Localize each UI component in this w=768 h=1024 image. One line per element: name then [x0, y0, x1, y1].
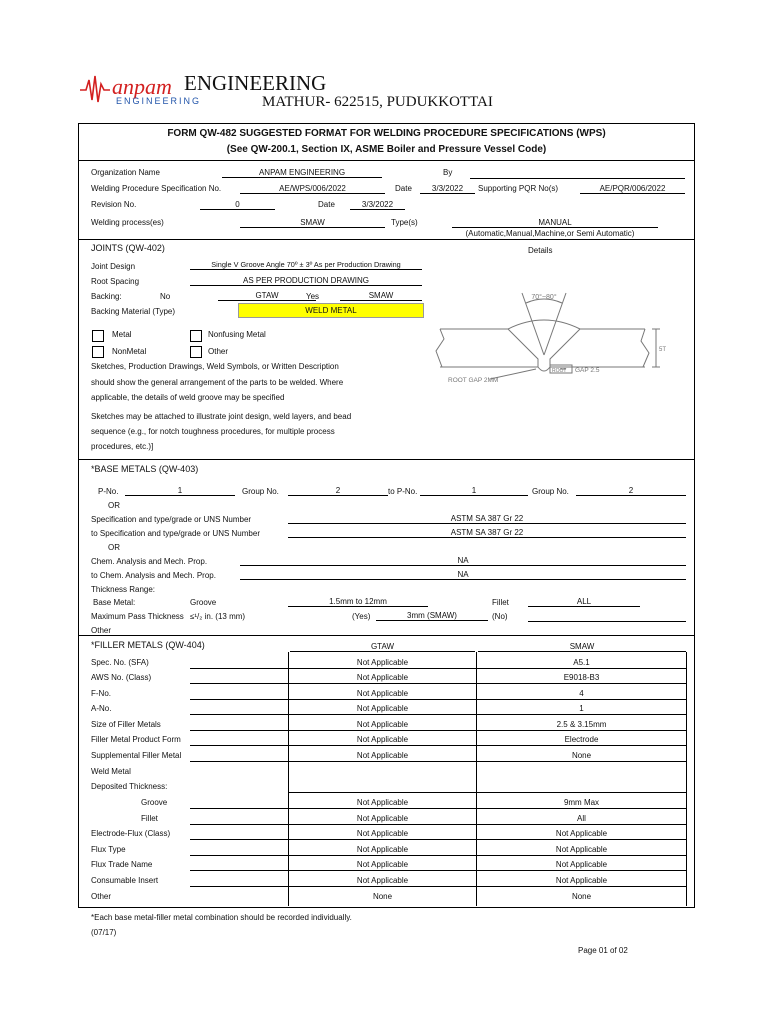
joints-heading: JOINTS (QW-402) — [91, 243, 165, 253]
pno-value[interactable]: 1 — [125, 486, 235, 496]
org-label: Organization Name — [91, 168, 160, 177]
max-pass-spec: ≤¹/₂ in. (13 mm) — [190, 612, 246, 621]
filler-row-smaw[interactable]: 9mm Max — [563, 798, 600, 807]
filler-row-gtaw[interactable]: Not Applicable — [356, 735, 409, 744]
company-address: MATHUR- 622515, PUDUKKOTTAI — [262, 94, 493, 110]
general-divider — [79, 239, 694, 240]
details-label: Details — [528, 246, 553, 255]
gtaw-column-header: GTAW — [290, 642, 475, 652]
joint-design-label: Joint Design — [91, 262, 136, 271]
filler-row-label: Consumable Insert — [91, 876, 159, 885]
base-metals-heading: *BASE METALS (QW-403) — [91, 464, 199, 474]
to-spec-value[interactable]: ASTM SA 387 Gr 22 — [288, 528, 686, 538]
row-line — [190, 761, 686, 762]
pno-label: P-No. — [98, 487, 119, 496]
filler-row-gtaw[interactable]: Not Applicable — [356, 798, 409, 807]
process-label: Welding process(es) — [91, 218, 164, 227]
yes-value[interactable]: 3mm (SMAW) — [376, 611, 488, 621]
chem-value[interactable]: NA — [240, 556, 686, 566]
row-line — [190, 745, 686, 746]
row-line — [190, 683, 686, 684]
smaw-column-header: SMAW — [478, 642, 686, 652]
filler-row-smaw[interactable]: A5.1 — [573, 658, 590, 667]
joint-design-value[interactable]: Single V Groove Angle 70º ± 3º As per Production Drawing — [190, 260, 422, 270]
filler-row-smaw[interactable]: Not Applicable — [555, 845, 608, 854]
logo-sub-text: ENGINEERING — [116, 96, 202, 106]
backing-smaw[interactable]: SMAW — [340, 291, 422, 301]
to-chem-label: to Chem. Analysis and Mech. Prop. — [91, 571, 216, 580]
filler-grid-line — [686, 652, 687, 906]
rev-value[interactable]: 0 — [200, 200, 275, 210]
no-value[interactable] — [528, 611, 686, 622]
rev-date-value[interactable]: 3/3/2022 — [350, 200, 405, 210]
filler-row-gtaw[interactable]: Not Applicable — [356, 704, 409, 713]
filler-row-smaw[interactable]: Not Applicable — [555, 829, 608, 838]
nonfusing-label: Nonfusing Metal — [208, 330, 266, 339]
filler-row-gtaw[interactable]: Not Applicable — [356, 876, 409, 885]
groove-value[interactable]: 1.5mm to 12mm — [288, 597, 428, 607]
filler-row-smaw[interactable]: 4 — [579, 689, 584, 698]
row-line — [190, 839, 686, 840]
sketch-note1-line2: should show the general arrangement of the parts to be welded. Where — [91, 378, 344, 387]
backing-yes-label: Yes — [306, 292, 320, 301]
sketch-note1-line3: applicable, the details of weld groove may be specified — [91, 393, 285, 402]
logo-brand-text: anpam — [112, 74, 172, 99]
filler-row-label: Flux Trade Name — [91, 860, 153, 869]
filler-row-gtaw[interactable]: Not Applicable — [356, 829, 409, 838]
filler-row-label: Supplemental Filler Metal — [91, 751, 182, 760]
filler-row-gtaw[interactable]: Not Applicable — [356, 845, 409, 854]
or-2: OR — [108, 543, 120, 552]
backing-label: Backing: — [91, 292, 122, 301]
date-label: Date — [395, 184, 412, 193]
yes-label: (Yes) — [352, 612, 371, 621]
filler-row-smaw[interactable]: Not Applicable — [555, 876, 608, 885]
filler-row-label: A-No. — [91, 704, 112, 713]
row-line — [190, 870, 686, 871]
or-1: OR — [108, 501, 120, 510]
fillet-value[interactable]: ALL — [528, 597, 640, 607]
filler-row-gtaw[interactable]: Not Applicable — [356, 860, 409, 869]
thickness-range-label: Thickness Range: — [91, 585, 156, 594]
filler-row-label: Size of Filler Metals — [91, 720, 161, 729]
org-value[interactable]: ANPAM ENGINEERING — [222, 168, 382, 178]
filler-row-label: Groove — [141, 798, 168, 807]
row-line — [190, 668, 686, 669]
form-title: FORM QW-482 SUGGESTED FORMAT FOR WELDING PROCEDURE SPECIFICATIONS (WPS) — [167, 128, 606, 139]
company-name: ENGINEERING — [184, 71, 327, 95]
nonfusing-checkbox[interactable] — [190, 330, 202, 342]
other-checkbox[interactable] — [190, 346, 202, 358]
row-line — [190, 699, 686, 700]
metal-checkbox[interactable] — [92, 330, 104, 342]
root-spacing-label: Root Spacing — [91, 277, 140, 286]
row-line — [288, 792, 686, 793]
to-pno-label: to P-No. — [388, 487, 418, 496]
no-label: (No) — [492, 612, 508, 621]
diagram-angle-label: 70°~80° — [531, 294, 557, 301]
other-label: Other — [208, 347, 229, 356]
fillet-label: Fillet — [492, 598, 509, 607]
process-value[interactable]: SMAW — [240, 218, 385, 228]
page-number: Page 01 of 02 — [578, 946, 628, 955]
row-line — [190, 808, 686, 809]
date-value[interactable]: 3/3/2022 — [420, 184, 475, 194]
filler-row-smaw[interactable]: None — [571, 751, 592, 760]
to-chem-value[interactable]: NA — [240, 570, 686, 580]
type-note: (Automatic,Manual,Machine,or Semi Automatic) — [465, 229, 635, 238]
filler-row-smaw[interactable]: None — [571, 892, 592, 901]
rev-date-label: Date — [318, 200, 335, 209]
max-pass-label: Maximum Pass Thickness — [91, 612, 184, 621]
filler-row-gtaw[interactable]: Not Applicable — [356, 673, 409, 682]
filler-row-gtaw[interactable]: None — [372, 892, 393, 901]
spec-value[interactable]: ASTM SA 387 Gr 22 — [288, 514, 686, 524]
filler-heading: *FILLER METALS (QW-404) — [91, 640, 205, 650]
filler-row-smaw[interactable]: All — [577, 814, 586, 823]
filler-row-label: Other — [91, 892, 112, 901]
filler-row-label: Flux Type — [91, 845, 126, 854]
chem-label: Chem. Analysis and Mech. Prop. — [91, 557, 208, 566]
nonmetal-label: NonMetal — [112, 347, 147, 356]
sketch-note2-line2: sequence (e.g., for notch toughness procedures, for multiple process — [91, 427, 335, 436]
row-line — [190, 824, 686, 825]
filler-row-smaw[interactable]: Electrode — [564, 735, 599, 744]
filler-row-gtaw[interactable]: Not Applicable — [356, 689, 409, 698]
filler-row-label: F-No. — [91, 689, 111, 698]
spec-label: Specification and type/grade or UNS Number — [91, 515, 252, 524]
group2-value[interactable]: 2 — [576, 486, 686, 496]
row-line — [190, 886, 686, 887]
weld-metal-label: Weld Metal — [91, 767, 131, 776]
group-label: Group No. — [242, 487, 279, 496]
filler-row-label: Filler Metal Product Form — [91, 735, 181, 744]
base-divider — [79, 635, 694, 636]
company-logo — [80, 72, 202, 108]
joint-detail-diagram — [430, 285, 670, 395]
nonmetal-checkbox[interactable] — [92, 346, 104, 358]
base-other-label: Other — [91, 626, 112, 635]
filler-row-gtaw[interactable]: Not Applicable — [356, 751, 409, 760]
filler-row-smaw[interactable]: E9018-B3 — [563, 673, 600, 682]
type-label: Type(s) — [391, 218, 418, 227]
group2-label: Group No. — [532, 487, 569, 496]
backing-gtaw[interactable]: GTAW — [218, 291, 316, 301]
type-value[interactable]: MANUAL — [452, 218, 658, 228]
by-label: By — [443, 168, 453, 177]
pqr-value[interactable]: AE/PQR/006/2022 — [580, 184, 685, 194]
root-spacing-value[interactable]: AS PER PRODUCTION DRAWING — [190, 276, 422, 286]
sketch-note2-line3: procedures, etc.)] — [91, 442, 154, 451]
sketch-note1-line1: Sketches, Production Drawings, Weld Symbols, or Written Description — [91, 362, 339, 371]
pqr-label: Supporting PQR No(s) — [478, 184, 559, 193]
sketch-note2-line1: Sketches may be attached to illustrate joint design, weld layers, and bead — [91, 412, 352, 421]
filler-row-smaw[interactable]: 2.5 & 3.15mm — [556, 720, 607, 729]
deposited-thickness-label: Deposited Thickness: — [91, 782, 168, 791]
filler-row-gtaw[interactable]: Not Applicable — [356, 814, 409, 823]
filler-row-label: AWS No. (Class) — [91, 673, 152, 682]
base-metal-label: Base Metal: — [93, 598, 136, 607]
filler-row-label: Fillet — [141, 814, 158, 823]
groove-label: Groove — [190, 598, 217, 607]
title-divider — [79, 160, 694, 161]
to-pno-value[interactable]: 1 — [420, 486, 528, 496]
diagram-root-gap-label: ROOT GAP 2MM — [448, 377, 499, 384]
filler-row-label: Electrode-Flux (Class) — [91, 829, 171, 838]
group-value[interactable]: 2 — [288, 486, 388, 496]
joints-divider — [79, 459, 694, 460]
backing-material-value[interactable]: WELD METAL — [238, 303, 424, 318]
diagram-gap-label: GAP 2.5 — [575, 367, 600, 374]
footer-note: *Each base metal-filler metal combination should be recorded individually. — [91, 913, 352, 922]
backing-no-label: No — [160, 292, 171, 301]
metal-label: Metal — [112, 330, 132, 339]
to-spec-label: to Specification and type/grade or UNS Number — [91, 529, 260, 538]
form-subtitle: (See QW-200.1, Section IX, ASME Boiler and Pressure Vessel Code) — [226, 144, 547, 155]
row-line — [190, 855, 686, 856]
backing-material-label: Backing Material (Type) — [91, 307, 176, 316]
filler-row-gtaw[interactable]: Not Applicable — [356, 658, 409, 667]
diagram-root-label: ROOT — [552, 368, 567, 374]
row-line — [190, 730, 686, 731]
diagram-thickness-label: 5T — [659, 347, 667, 353]
filler-row-smaw[interactable]: Not Applicable — [555, 860, 608, 869]
row-line — [190, 714, 686, 715]
by-value[interactable] — [470, 168, 685, 179]
rev-label: Revision No. — [91, 200, 137, 209]
wps-value[interactable]: AE/WPS/006/2022 — [240, 184, 385, 194]
filler-row-gtaw[interactable]: Not Applicable — [356, 720, 409, 729]
wps-label: Welding Procedure Specification No. — [91, 184, 222, 193]
filler-row-label: Spec. No. (SFA) — [91, 658, 149, 667]
form-revision: (07/17) — [91, 928, 117, 937]
filler-row-smaw[interactable]: 1 — [579, 704, 584, 713]
